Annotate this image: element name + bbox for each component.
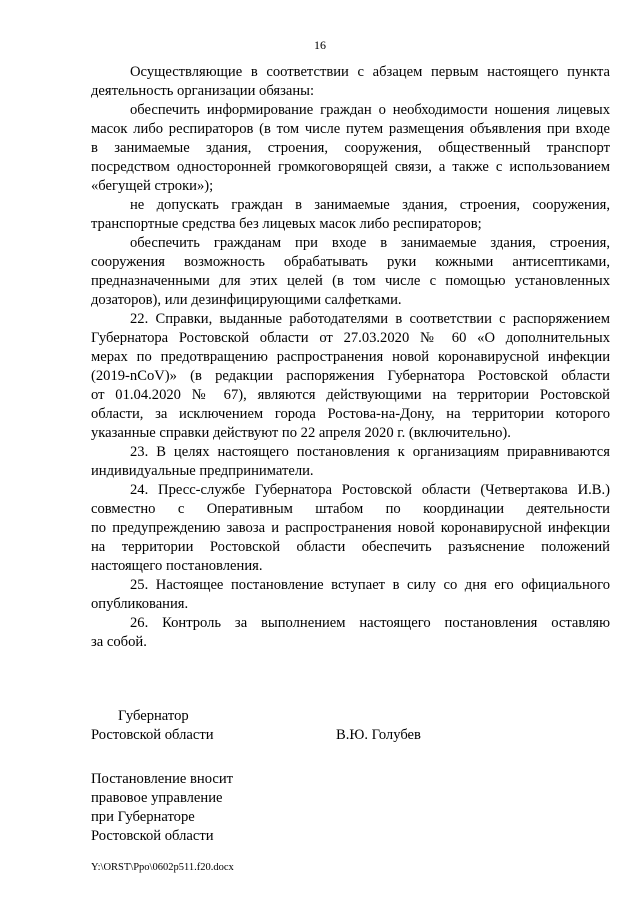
body-line: транспортные средства без лицевых масок либо респираторов; [91,216,482,232]
body-line: «бегущей строки»); [91,178,214,194]
body-line: обеспечить информирование граждан о необходимости ношения лицевых [130,102,610,118]
body-line: опубликования. [91,596,189,612]
body-line: на территории Ростовской области обеспечить разъяснение положений [91,539,610,555]
body-line: 26. Контроль за выполнением настоящего постановления оставляю [130,615,610,631]
file-path-footer: Y:\ORST\Ppo\0602p511.f20.docx [91,862,234,873]
body-line: (2019-nCoV)» (в редакции распоряжения Губернатора Ростовской области [91,368,610,384]
body-line: 23. В целях настоящего постановления к организациям приравниваются [130,444,610,460]
body-line: 24. Пресс-службе Губернатора Ростовской области (Четвертакова И.В.) [130,482,610,498]
signer-region: Ростовской области [91,727,214,743]
body-line: дозаторов), или дезинфицирующими салфетками. [91,292,402,308]
body-line: указанные справки действуют по 22 апреля 2020 г. (включительно). [91,425,511,441]
body-line: по предупреждению завоза и распространения новой коронавирусной инфекции [91,520,610,536]
body-line: Осуществляющие в соответствии с абзацем первым настоящего пункта [130,64,610,80]
body-line: в занимаемые здания, строения, сооружения, общественный транспорт [91,140,610,156]
submitted-by-line: Ростовской области [91,828,214,844]
body-line: посредством односторонней громкоговорящей связи, а также с использованием [91,159,610,175]
submitted-by-line: Постановление вносит [91,771,234,787]
body-line: сооружения возможность обрабатывать руки кожными антисептиками, [91,254,610,270]
body-line: от 01.04.2020 № 67), являются действующими на территории Ростовской [91,387,610,403]
body-line: деятельность организации обязаны: [91,83,315,99]
submitted-by-line: правовое управление [91,790,223,806]
body-line: за собой. [91,634,147,650]
body-line: индивидуальные предприниматели. [91,463,314,479]
body-line: 25. Настоящее постановление вступает в силу со дня его официального [130,577,610,593]
body-line: области, за исключением города Ростова-на-Дону, на территории которого [91,406,610,422]
body-line: настоящего постановления. [91,558,263,574]
submitted-by-line: при Губернаторе [91,809,195,825]
body-line: предназначенными для этих целей (в том числе с помощью установленных [91,273,610,289]
signer-title: Губернатор [118,708,189,724]
body-line: мерах по предотвращению распространения новой коронавирусной инфекции [91,349,610,365]
body-line: Губернатора Ростовской области от 27.03.2020 № 60 «О дополнительных [91,330,610,346]
page-number: 16 [314,38,326,52]
body-line: не допускать граждан в занимаемые здания, строения, сооружения, [130,197,610,213]
body-line: совместно с Оперативным штабом по координации деятельности [91,501,610,517]
body-line: 22. Справки, выданные работодателями в соответствии с распоряжением [130,311,610,327]
body-line: масок либо респираторов (в том числе путем размещения объявления при входе [91,121,610,137]
body-line: обеспечить гражданам при входе в занимаемые здания, строения, [130,235,610,251]
signer-name: В.Ю. Голубев [336,727,421,743]
